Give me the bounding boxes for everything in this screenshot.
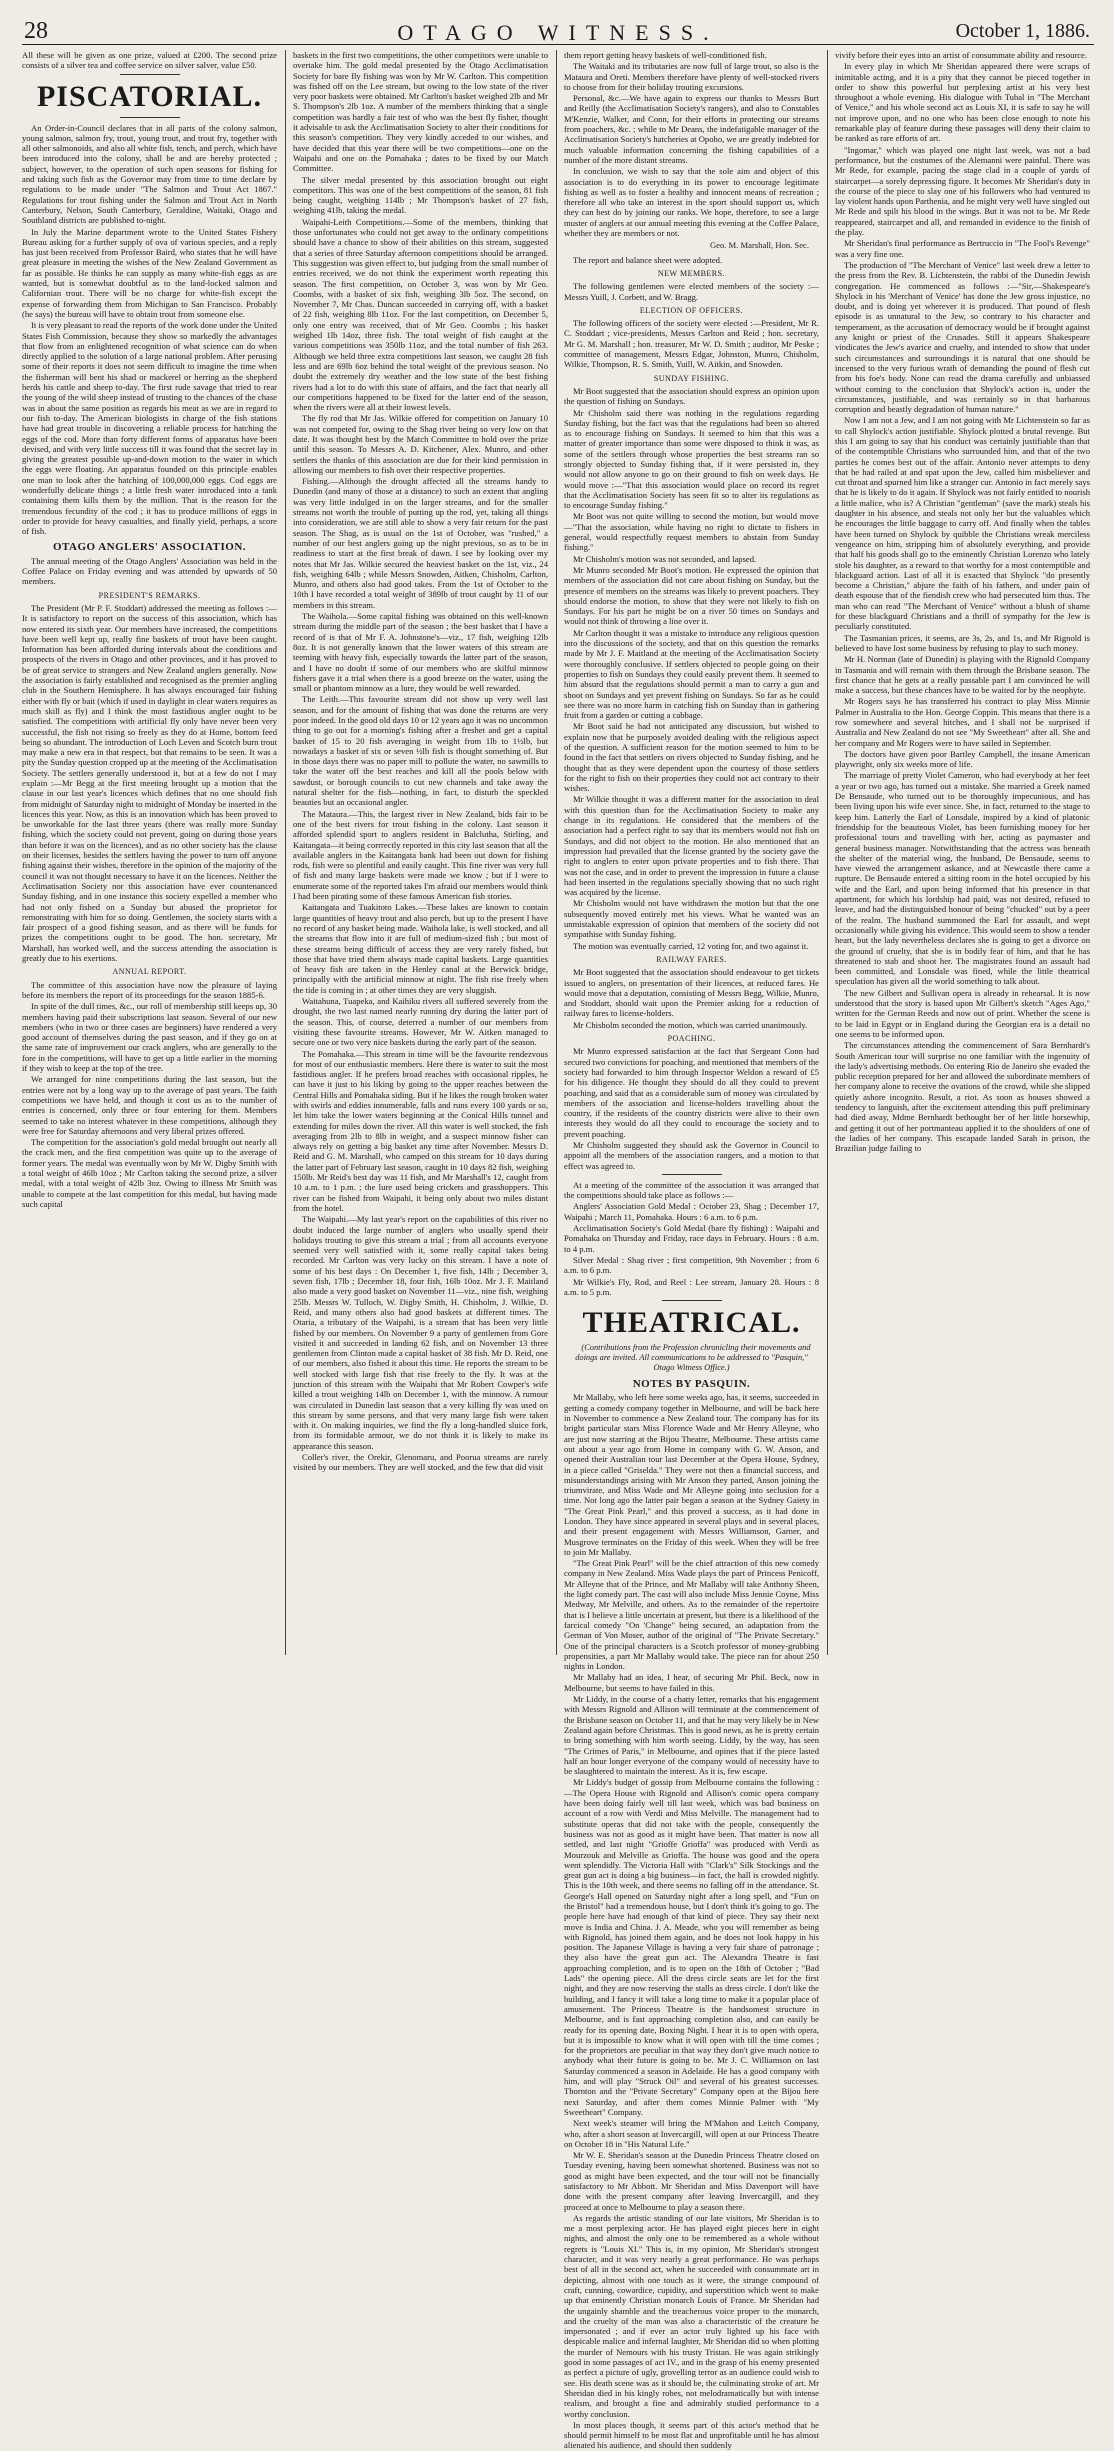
article-paragraph: The marriage of pretty Violet Cameron, who had everybody at her feet a year or two ago, has turned out a mistake. She married a Greek named De Bensaude, who turned out to be thoroughly impecunious, and has been living upon his wife ever since. She, in fact, returned to the stage to keep him. Latterly the Earl of Lonsdale, inspired by a kind of platonic friendship for the beauteous Violet, has been furnishing money for her professional tours and travelling with her, acting as paymaster and general business manager. Notwithstanding that the actress was beneath the shelter of the material wing, the husband, De Bensaude, seems to have viewed the arrangement askance, and at Newcastle there came a rupture. De Bensaude entered a sitting room in the hotel occupied by his wife and the Earl, and upon being informed that his presence in that apartment, for which his lordship had paid, was not desired, refused to leave, and had the distinguished honour of being "chucked" out by a peer of the realm. The husband summoned the Earl for assault, and wept occasionally while giving his evidence. This would seem to show a tender heart, but the lady nevertheless declares she is going to get a divorce on the ground of cruelty, that she is in bodily fear of him, and that he has threatened to stab and shoot her. The magistrates found an assault had been committed, and Lonsdale was fined, while the little theatrical speculation has given all the world something to talk about. <box>835 770 1090 987</box>
paper-title: OTAGO WITNESS. <box>397 20 719 45</box>
article-paragraph: Mr Chisholm suggested they should ask the Governor in Council to appoint all the members of the association rangers, and a motion to that effect was agreed to. <box>564 1139 819 1171</box>
article-paragraph: Mr Mallaby, who left here some weeks ago, has, it seems, succeeded in getting a comedy company together in Melbourne, and will be back here in November to commence a New Zealand tour. The company has for its bright particular stars Miss Florence Wade and Mr Henry Alleyne, who are just now starring at the Bijou Theatre, Melbourne. These artists came out about a year ago from Home in company with G. W. Anson, and opened their Australian tour last December at the Opera House, Sydney, in a piece called "Griselda." They were not then a financial success, and misunderstandings arising with Mr Anson they parted, Anson joining the triumvirate, and Miss Wade and Mr Alleyne going into seclusion for a time. Not long ago the latter pair began a season at the Sydney Gaiety in "The Great Pink Pearl," and this proved a success, as it had done in London. They have since appeared in several plays and in several places, and their present engagement with Messrs Williamson, Garner, and Musgrove terminates on the Friday of this week. When they will be free to join Mr Mallaby. <box>564 1392 819 1557</box>
column-2 <box>293 50 548 1655</box>
article-paragraph: The committee of this association have now the pleasure of laying before its members the report of its proceedings for the season 1885-6. <box>22 979 277 1000</box>
new-members-heading: NEW MEMBERS. <box>657 268 726 278</box>
article-paragraph: Mr Chisholm seconded the motion, which was carried unanimously. <box>573 1019 808 1030</box>
article-paragraph: The Tasmanian prices, it seems, are 3s, 2s, and 1s, and Mr Rignold is believed to have lost some business by refusing to play to such money. <box>835 632 1090 653</box>
article-paragraph: An Order-in-Council declares that in all parts of the colony salmon, young salmon, salmon fry, trout, young trout, and trout fry, together with all other salmonoids, and also all white fish, tench, and perch, which have been introduced into the colony, shall be and are hereby protected ; subject, however, to the operation of such open seasons for fishing for and taking such fish as the Governor may from time to time declare by regulations to be made under "The Salmon and Trout Act 1867." Regulations for trout fishing under the Salmon and Trout Act in North Canterbury, Nelson, South Canterbury, Geraldine, Waitaki, Otago and Southland districts are published to-night. <box>22 122 277 226</box>
column-divider <box>827 50 828 1655</box>
article-paragraph: Waipahi-Leith Competitions.—Some of the members, thinking that those unfortunates who could not get away to the ordinary competitions should have a chance to show of their abilities on this stream, suggested that a series of three Saturday afternoon competitions should be arranged. This suggestion was given effect to, but judging from the small number of entries received, we do not think the experiment worth repeating this season. The first competition, on October 3, was won by Mr Geo. Coombs, with a basket of six fish, weighing 3lb 5oz. The second, on November 7, Mr Chas. Duncan succeeded in carrying off, with a basket of 22 fish, weighing 8lb 11oz. For the last competition, on December 5, only one entry was received, that of Mr Geo. Coombs ; his basket weighed 1lb 14oz, three fish. The total weight of fish caught at the various competitions was 350lb 11oz, and the total number of fish 263. Although we held three extra competitions last season, we caught 28 fish less and are 69lb 6oz behind the total weight of the previous season. No doubt the extremely dry weather and the low state of the best fishing rivers had a lot to do with this state of affairs, and the fact that nearly all our competitions happened to be fixed for the latter end of the season, when the rivers were all at their lowest levels. <box>293 216 548 413</box>
article-paragraph: Mr Carlton thought it was a mistake to introduce any religious question into the discussions of the society, and that on this question the remarks made by Mr J. F. Maitland at the meeting of the Acclimatisation Society were thoroughly conclusive. If settlers objected to people going on their properties to fish on Sundays they could easily prevent them. It seemed to him absurd that the regulations should permit a man to carry a gun and shoot on Sundays and yet prevent fishing on Sundays. So far as he could see there was no more harm in catching fish on Sunday than in gathering fruit from a garden or cutting a cabbage. <box>564 627 819 721</box>
masthead <box>22 12 1094 45</box>
article-paragraph: Mr W. E. Sheridan's season at the Dunedin Princess Theatre closed on Tuesday evening, having been somewhat shortened. Business was not so good as might have been expected, and the tour will not be financially satisfactory to Mr Abbott. Mr Sheridan and Miss Davenport will have done with the present company after leaving Invercargill, and they proceed at once to Melbourne to play a season there. <box>564 2150 819 2212</box>
article-paragraph: baskets in the first two competitions, the other competitors were unable to overtake him. The gold medal presented by the Otago Acclimatisation Society for bare fly fishing was won by Mr W. Carlton. This competition was fished off on the Lee stream, but owing to the low state of the river very poor baskets were obtained. Mr Carlton's basket weighed 2lb and Mr S. Thompson's 2lb 1oz. A number of the members thinking that a single competition was hardly a fair test of who was the best fly fisher, thought it advisable to ask the Acclimatisation Society to alter their conditions for this season's competition. They very kindly acceded to our wishes, and have decided that this year there will be two competitions—one on the Waipahi and one on the Pomahaka ; dates to be fixed by our Match Committee. <box>293 50 548 174</box>
article-paragraph: The Waihola.—Some capital fishing was obtained on this well-known stream during the middle part of the season ; the best basket that I have a record of is that of Mr F. A. Johnstone's—viz., 17 fish, weighing 12lb 8oz. It is not generally known that the lower waters of this stream are teeming with heavy fish, especially towards the latter part of the season, and I have no doubt if some of our members who are skilful minnow fishers gave it a trial when there is a good breeze on the water, using the small or phantom minnow as a lure, they would be well rewarded. <box>293 611 548 694</box>
article-paragraph: Mr Sheridan's final performance as Bertruccio in "The Fool's Revenge" was a very fine one. <box>835 238 1090 259</box>
article-paragraph: Mr Munro expressed satisfaction at the fact that Sergeant Conn had secured two convictions for poaching, and mentioned that members of the society had forwarded to him through Inspector Weldon a reward of £5 for his diligence. He thought they should do all they could to prevent poaching, and said that as a considerable sum of money was circulated by members of the association and license-holders travelling about the country, if the residents of the country districts were alive to their own interests they would do all they could to encourage the society and to prevent poaching. <box>564 1046 819 1139</box>
divider <box>662 1300 722 1301</box>
newspaper-columns <box>22 50 1094 2451</box>
article-paragraph: In conclusion, we wish to say that the sole aim and object of this association is to do everything in its power to encourage legitimate fishing as well as to foster a healthy and innocent means of recreation ; therefore all who take an interest in the sport should support us, which they can best do by joining our ranks. We hope, therefore, to see a large muster of anglers at our annual meeting this evening at the Coffee Palace, whether they are members or not. <box>564 166 819 239</box>
divider <box>120 74 180 75</box>
issue-date: October 1, 1886. <box>955 20 1090 42</box>
article-paragraph: Mr Munro seconded Mr Boot's motion. He expressed the opinion that members of the association did not care about fishing on Sunday, but the presence of members on the streams was likely to prevent poachers. They should endorse the motion, to show that they were not likely to fish on Sundays. For his part he might be on a river 50 times on Sundays and would not think of throwing a line over it. <box>564 564 819 627</box>
article-paragraph: The fly rod that Mr Jas. Wilkie offered for competition on January 10 was not competed for, owing to the Shag river being so very low on that date. It was thought best by the Match Committee to hold over the prize until this season. To Messrs A. D. Kitchener, Alex. Munro, and other settlers the thanks of this association are due for their kind permission in allowing our members to fish over their respective properties. <box>293 413 548 475</box>
article-paragraph: Waitahuna, Tuapeka, and Kaihiku rivers all suffered severely from the drought, the two last named nearly running dry during the latter part of the season. This, of course, deterred a number of our members from visiting these favourite streams. However, Mr W. Aitken managed to secure one or two very nice baskets during the early part of the season. <box>293 996 548 1048</box>
column-4 <box>835 50 1090 1655</box>
article-paragraph: The new Gilbert and Sullivan opera is already in rehearsal. It is now understood that the story is based upon Mr Gilbert's sketch "Ages Ago," written for the German Reeds and now out of print. Whether the scene is to be laid in Egypt or in England during the Georgian era is a detail no one seems to be informed upon. <box>835 987 1090 1039</box>
article-paragraph: Mr Liddy, in the course of a chatty letter, remarks that his engagement with Messrs Rignold and Allison will terminate at the commencement of the Brisbane season on October 11, and that he may very likely be in New Zealand again before Christmas. This is good news, as he is pretty certain to bring something with him worth seeing. Liddy, by the way, has seen "The Crimes of Paris," in Melbourne, and opines that if the piece lasted half an hour longer everyone of the company would of necessity have to be slaughtered to maintain the interest. As it is, few escape. <box>564 1694 819 1777</box>
railway-fares-heading: RAILWAY FARES. <box>656 954 727 964</box>
column-divider <box>556 50 557 1655</box>
election-heading: ELECTION OF OFFICERS. <box>639 305 744 315</box>
article-paragraph: As regards the artistic standing of our late visitors, Mr Sheridan is to me a most perplexing actor. He has played eight pieces here in eight nights, and almost the only one to be remembered as a whole without regrets is "Louis XI." This is, in my opinion, Mr Sheridan's strongest character, and it was very nearly a great performance. He was perhaps best of all in the second act, when he succeeded with consummate art in depicting, almost with one touch as it were, the strange compound of craft, cunning, cowardice, cupidity, and superstition which went to make up that eminently Christian monarch Louis of France. Mr Sheridan had the ungainly shamble and the treacherous voice proper to the monarch, and the cruelty of the man was also a characteristic of the creature he impersonated ; and if ever an actor truly lighted up his face with despicable malice and infernal laughter, Mr Sheridan did so when plotting the murder of Nemours with his trusty Tristan. He was again strikingly good in some passages of act IV., and in the grasp of his enemy presented as perfect a picture of ugly, grovelling terror as an audience could wish to see. His death scene was as it should be, the culminating stroke of art. Mr Sheridan died in his kingly robes, not melodramatically but with intense realism, and brought a fine and admirably studied performance to a worthy conclusion. <box>564 2212 819 2419</box>
article-paragraph: The report and balance sheet were adopted. <box>573 254 723 265</box>
article-paragraph: The motion was eventually carried, 12 voting for, and two against it. <box>573 940 809 951</box>
article-paragraph: Mr Boot was not quite willing to second the motion, but would move—"That the association, while having no right to dictate to fishers in general, would respectfully request members to abstain from Sunday fishing." <box>564 511 819 553</box>
article-paragraph: Mr Liddy's budget of gossip from Melbourne contains the following :—The Opera House with Rignold and Allison's comic opera company have been doing fairly well till last week, which was bad business on account of a row with Verdi and Miss Melville. The management had to substitute operas that did not take with the people, consequently the business was not as good as it might have been. That matter is now all settled, and last night "Grioffe Grioffa" was produced with Verdi as Mourzouk and Melville as Grioffa. The house was good and the opera went splendidly. The Victoria Hall with "Clark's" Silk Stockings and the great gun act is doing a big business—in fact, the hall is crowded nightly. This is the 10th week, and there seems no falling off in the attendance. St. George's Hall opened on Saturday night after a long spell, and "Fun on the Bristol" had a tremendous house, but I don't think it's going to go. The people here have had enough of that kind of piece. They say their next move is India and China. J. A. Meade, who you will remember as being with Rignold, has joined them again, and he does not look happy in his position. The Japanese Village is having a very fair share of patronage ; they also have the great gun act. The Alexandra Theatre is fast approaching completion, and is to open on the 18th of October ; "Bad Lads" the opening piece. All the dress circle seats are let for the first night, and they are now reserving the stalls as dress circle. I don't like the building, and I fancy it will take a long time to make it a popular place of amusement. The Princess Theatre is the handsomest structure in Melbourne, and is fast approaching completion also, and can easily be ready for its opening date, Boxing Night. I hear it is to open with opera, but it is impossible to know what it will open with till the time comes ; for the proprietors are peculiar in that way they don't give much notice to anybody what their future is going to be. Mr J. C. Williamson on last Saturday commenced a season in Adelaide. He has a good company with him, and will play "Struck Oil" and several of his greatest successes. Thornton and the "Private Secretary" Company open at the Bijou here next Saturday, and after them comes Minnie Palmer with "My Sweetheart" Company. <box>564 1777 819 2117</box>
article-paragraph: Mr Boot said he had not anticipated any discussion, but wished to explain now that he purposely avoided dealing with the religious aspect of the question. A sufficient reason for the motion seemed to him to be found in the fact that settlers on rivers objected to Sunday fishing, and he thought that as they were dependent upon the courtesy of those settlers for the right to fish on their properties they could not act contrary to their wishes. <box>564 721 819 794</box>
pasquin-notes-heading: NOTES BY PASQUIN. <box>632 1378 751 1391</box>
article-paragraph: The silver medal presented by this association brought out eight competitors. This was one of the best competitions of the season, 81 fish being caught, weighing 114lb ; Mr Thompson's basket of 27 fish, weighing 41lb, taking the medal. <box>293 174 548 216</box>
article-paragraph: Coller's river, the Orekir, Glenomaru, and Poorua streams are rarely visited by our members. They are well stocked, and the few that did visit <box>293 1452 548 1473</box>
article-paragraph: The doctors have given poor Bartley Campbell, the insane American playwright, only six weeks more of life. <box>835 748 1090 770</box>
poaching-heading: POACHING. <box>667 1034 716 1044</box>
article-paragraph: Mr Boot suggested that the association should endeavour to get tickets issued to anglers, on presentation of their licences, at reduced fares. He would move that a deputation, consisting of Messrs Begg, Wilkie, Munro, and Stoddart, should wait upon the Premier asking for a reduction of railway fares to license-holders. <box>564 967 819 1019</box>
article-paragraph: The following officers of the society were elected :—President, Mr R. C. Stoddart ; vice-presidents, Messrs Carlton and Reid ; hon. secretary, Mr G. M. Marshall ; hon. treasurer, Mr W. D. Smith ; auditor, Mr Peske ; committee of management, Messrs Edgar, Johnston, Munro, Chisholm, Wilkie, Thompson, R. S. Smith, Yuill, W. Aitkin, and Snowden. <box>564 318 819 370</box>
column-3 <box>564 50 819 2451</box>
article-paragraph: We arranged for nine competitions during the last season, but the entries were not by a long way up to the average of past years. The faith competitions we have held, and though it cost us as to the number of entries is concerned, only three or four entering for them. Members seemed to take no interest whatever in these competitions, although they were free for Saturday afternoons and very liberal prizes offered. <box>22 1074 277 1136</box>
theatrical-heading: THEATRICAL. <box>582 1306 801 1340</box>
article-paragraph: "The Great Pink Pearl" will be the chief attraction of this new comedy company in New Zealand. Miss Wade plays the part of Princess Penicoff, Mr Alleyne that of the Prince, and Mr Mallaby will take Anthony Sheen, the light comedy part. The cast will also include Miss Jennie Coyne, Miss Medway, Mr Melville, and others. As to the remainder of the repertoire that is I believe a little uncertain at present, but there is a likelihood of the farcical comedy "On 'Change" being secured, an adaptation from the German of Von Moser, author of the original of "The Private Secretary." One of the principal characters is a Scotch professor of money-grubbing propensities, a part Mr Mallaby would take. The piece ran for about 250 nights in London. <box>564 1558 819 1672</box>
article-paragraph: The production of "The Merchant of Venice" last week drew a letter to the press from the Rev. B. Lichtenstein, the rabbi of the Dunedin Jewish congregation. He commenced as follows :—"Sir,—Shakespeare's Shylock in his 'Merchant of Venice' has done the Jew gross injustice, no doubt, and is doing yet wherever it is produced. That pound of flesh episode is as unnatural to the Jew, so contrary to his character and temperament, as the accusation of democracy would be if brought against any knight or priest of the Crusades. Still it appears Shakespeare vindicates the Jew's avarice and cruelty, and intended to show that under such circumstances and surroundings it is natural that one should be incensed to the very furious wrath of demanding the pound of flesh cut from his foe's body. None can read the drama carefully and unbiassed without coming to the conclusion that Shylock's action is, under the circumstances, justifiable, and was certainly so in that barbarous corruption and beastly degradation of human nature." <box>835 259 1090 415</box>
article-paragraph: The Waitaki and its tributaries are now full of large trout, so also is the Mataura and Oreti. Members therefore have plenty of well-stocked rivers to choose from for their holiday trouting excursions. <box>564 61 819 92</box>
article-paragraph: Mr Chisholm would not have withdrawn the motion but that the one subsequently moved entirely met his views. What he wanted was an unmistakable expression of opinion that members of the society did not sympathise with Sunday fishing. <box>564 898 819 940</box>
article-paragraph: Mr Chisholm said there was nothing in the regulations regarding Sunday fishing, but the fact was that the regulations had been so altered as to encourage fishing on Sundays. It seemed to him that this was a matter of greater importance than some were disposed to think it was, as some of the settlers through whose properties the best streams ran so strongly objected to Sunday fishing that, if it were persisted in, they would not allow anyone to go on their ground to fish on week days. He would move :—"That this association would place on record its regret that the Acclimatisation Society has seen fit so to alter its regulations as to encourage Sunday fishing." <box>564 407 819 511</box>
article-paragraph: The competition for the association's gold medal brought out nearly all the crack men, and the first competition was quite up to the average of former years. The medal was eventually won by Mr W. Digby Smith with a total weight of 46lb 10oz ; Mr Carlton taking the second prize, a silver medal, with a total weight of 42lb 3oz. Owing to illness Mr Smith was unable to compete at the last competition for this medal, but having made such capital <box>22 1137 277 1209</box>
article-paragraph: Fishing.—Although the drought affected all the streams handy to Dunedin (and many of those at a distance) to such an extent that angling was very little indulged in on the larger streams, and for the smaller streams not worth the trouble of putting up the rod, yet, taking all things into consideration, we are still able to show a very fair return for the past season. The Shag, as is usual on the 1st of October, was "rushed," a number of our best anglers going up the night previous, so as to be in readiness to start at the first break of dawn. I see by looking over my notes that Mr Jas. Wilkie secured the heaviest basket on the 1st, viz., 24 fish, weighing 64lb ; while Messrs Snowden, Aitken, Chisholm, Carlton, Munro, and others also had good takes. From the 1st of October to the 10th I have recorded a total weight of 389lb of trout caught by 11 of our members in this stream. <box>293 476 548 610</box>
article-paragraph: The Leith.—This favourite stream did not show up very well last season, and for the amount of fishing that was done the returns are very poor indeed. In the good old days 10 or 12 years ago it was no uncommon thing to go out for a morning's fishing after a freshet and get a capital basket of 15 to 20 fish averaging in weight from 1lb to 1½lb, but nowadays a basket of six or seven ½lb fish is thought something of. But in those days there was no paper mill to pollute the water, no sawmills to take the water off the best reaches and kill all the pools below with sawdust, or borough councils to cut new channels and take away the natural shelter for the fish—nothing, in fact, to disturb the speckled beauties but an occasional angler. <box>293 694 548 808</box>
article-paragraph: Mr Rogers says he has transferred his contract to play Miss Minnie Palmer in Australia to the Hon. George Coppin. This means that there is a row somewhere and several hitches, and I shall not be surprised if Australia and New Zealand do not see "My Sweetheart" after all. She and her company and Mr Rogers were to have sailed in September. <box>835 696 1090 748</box>
article-paragraph: In July the Marine department wrote to the United States Fishery Bureau asking for a further supply of ova of various species, and a reply has just been received from Professor Baird, who states that he will have great pleasure in meeting the wishes of the New Zealand Government as far as possible. He thinks he can supply as many white-fish eggs as are wanted, but is somewhat doubtful as to the land-locked salmon and Californian trout. There will be no charge for white-fish except the expense of forwarding them from Michigan to San Francisco. Probably (he says) the bureau will have to obtain trout from someone else. <box>22 226 277 319</box>
article-paragraph: In every play in which Mr Sheridan appeared there were scraps of inimitable acting, and it is a pity that they cannot be pieced together in order to show this powerful but perplexing artist at his very best throughout a whole evening. His dialogue with Tubal in "The Merchant of Venice," and his whole second act as Louis XI, it is safe to say he will not improve upon, and no one who has been close enough to note his remarkable play of feature during these passages will deny their claim to be ranked as rare efforts of art. <box>835 61 1090 144</box>
article-paragraph: Now I am not a Jew, and I am not going with Mr Lichtenstein so far as to call Shylock's action justifiable. Shylock plotted a brutal revenge. But this I am going to say that his conduct was certainly justifiable than that of the contemptible Christians who surrounded him, and that of the two parties he comes best out of the affair. Antonio never attempts to deny that he had railed at and spat upon the Jew, called him misbeliever and cut throat and spurned him like a stranger cur. Antonio in fact merely says that he is likely to do it again. If Shylock was not fairly entitled to nourish a little malice, who is? A Christian "gentleman" (save the mark) steals his daughter in his absence, and steals not only her but the valuables which he encourages the little baggage to carry off. And finally when the tables have been turned on Shylock by quibble the Christians wreak merciless vengeance on him, stripping him of absolutely everything, and provide that half his goods shall go to the eminently Christian Lorenzo who lately stole his daughter, as a reward to that worthy for a most contemptible and blackguard action. Last of all it is exacted that Shylock "do presently become a Christian," abjure the faith of his fathers, and under pain of death espouse that of the fiendish crew who had persecuted him thus. The man who can read "The Merchant of Venice" without a blush of shame for these blackguard Christians and a thrill of sympathy for the Jew is peculiarly constituted. <box>835 415 1090 632</box>
article-paragraph: vivify before their eyes into an artist of consummate ability and resource. <box>835 50 1088 60</box>
article-paragraph: Mr Wilkie thought it was a different matter for the association to deal with this question than for the Acclimatisation Society to make any change in its regulations. He considered that the members of the association had a perfect right to say that its members would not fish on Sundays, and did not object to the motion. He also mentioned that an impression had prevailed that the license granted by the society gave the right to anglers to enter upon private properties and to fish there. That was not the case, and in order to prevent the impression in future a clause had been inserted in the regulations specially showing that no such right was acquired by the license. <box>564 794 819 898</box>
page-number: 28 <box>24 18 48 44</box>
article-paragraph: "Ingomar," which was played one night last week, was not a bad performance, but the costumes of the Alemanni were painful. There was Mr Rede, for example, pacing the stage clad in a couple of yards of staircarpet—a sorely depressing figure. It becomes Mr Sheridan's duty in the course of the piece to slay one of his followers who had ventured to lay violent hands upon Parthenia, and he might very well have singled out Mr Rede and spilt his blood in the wings. But it was not to be. Mr Rede reappeared, staircarpet and all, and remanded in evidence to the finish of the play. <box>835 144 1090 238</box>
anglers-association-heading: OTAGO ANGLERS' ASSOCIATION. <box>52 541 247 554</box>
article-paragraph: Mr Chisholm's motion was not seconded, and lapsed. <box>573 553 757 564</box>
article-paragraph: At a meeting of the committee of the association it was arranged that the competitions should take place as follows :— <box>564 1179 819 1201</box>
article-paragraph: Next week's steamer will bring the M'Mahon and Leitch Company, who, after a short season at Invercargill, will open at our Princess Theatre on October 18 in "His Natural Life." <box>564 2118 819 2149</box>
article-paragraph: In spite of the dull times, &c., our roll of membership still keeps up, 30 members having paid their subscriptions last season. Several of our new members (who in two or three cases are beginners) have rendered a very good account of themselves during the past season, and if they go on at the same rate of improvement our crack anglers, who are generally to the fore in the competitions, will have to get up a little earlier in the morning if they wish to keep at the top of the tree. <box>22 1001 277 1074</box>
article-paragraph: Mr Mallaby had an idea, I hear, of securing Mr Phil. Beck, now in Melbourne, but seems to have failed in this. <box>564 1672 819 1693</box>
annual-report-heading: ANNUAL REPORT. <box>112 967 187 977</box>
article-paragraph: them report getting heavy baskets of well-conditioned fish. <box>564 50 767 60</box>
divider <box>120 117 180 118</box>
divider <box>662 1174 722 1175</box>
prize-intro: All these will be given as one prize, valued at £200. The second prize consists of a silver tea and coffee service on silver salver, value £50. <box>22 50 277 71</box>
article-paragraph: The President (Mr P. F. Stoddart) addressed the meeting as follows :—It is satisfactory to report on the success of this association, which has now entered its sixth year. Our members have increased, the competitions have been well kept up, really fine baskets of trout have been caught. Information has been afforded during intervals about the conditions and prospects of the rivers in Otago and other provinces, and it has proved to be of great service to strangers and New Zealand anglers generally. Now the association is fairly established and recognised as the premier angling club in the Southern Hemisphere. It has always encouraged fair fishing either with fly or bait (which if used in daylight in clear waters requires as much skill as fly) and I think the most fastidious angler ought to be satisfied. The competitions with artificial fly only have never been very successful, the fish not rising so freely as they do at Home, bottom feed being so abundant. The introduction of Loch Leven and Scotch burn trout may make a new era in that respect, but that remains to be seen. It was a pity the Sunday question cropped up at the meeting of the Acclimatisation Society. The settlers generally understood it, but at a few do not I may explain :—Mr Begg at the first meeting brought up a motion that the clause in our last year's licences which defines that no one should fish from midnight of Saturday night to midnight of Monday be inserted in the licences this year. Now, as this is an innovation which has been proved to be unworkable for the last three years (there was really more Sunday fishing, which the society could not prevent, going on during those years than before it was on the licences), and as no other society has the clause on their licenses, besides the settlers having the power to turn off anyone fishing against their wishes, therefore in the opinion of the majority of the council it was not thought necessary to have it on the licences. Neither the Acclimatisation Society nor this association have ever countenanced Sunday fishing, and in one instance this society expelled a member who had not only fished on a Sunday but abused the proprietor for remonstrating with him for so doing. Gentlemen, the society starts with a fair prospect of a good fishing season, and as there will be funds for prizes the competitions ought to be good. The hon. secretary, Mr Marshall, has worked well, and the success attending the association is greatly due to his exertions. <box>22 602 277 964</box>
article-paragraph: Mr H. Norman (late of Dunedin) is playing with the Rignold Company in Tasmania and will remain with them through the Brisbane season. The first chance that he gets at a really passable part I am convinced he will make a success, but these chances have to be waited for by the neophyte. <box>835 654 1090 696</box>
piscatorial-heading: PISCATORIAL. <box>36 79 263 113</box>
article-paragraph: The annual meeting of the Otago Anglers' Association was held in the Coffee Palace on Friday evening and was attended by upwards of 50 members. <box>22 555 277 587</box>
article-paragraph: The Waipahi.—My last year's report on the capabilities of this river no doubt induced the large number of anglers who usually spend their holidays trouting to give this stream a trial ; from all accounts everyone seemed very well satisfied with it, some really capital takes being recorded. Mr Carlton was very lucky on this stream. I have a note of some of his best days : On December 1, five fish, 14lb ; December 3, seven fish, 17lb ; December 18, four fish, 16lb 10oz. Mr J. F. Maitland also made a very good basket on November 11—viz., nine fish, weighing 25lb. Messrs W. Tulloch, W. Digby Smith, H. Chisholm, J. Wilkie, D. Reid, and many others also had good baskets at different times. The Otaria, a tributary of the Waipahi, is a stream that has been very little fished by our members. On November 9 a party of gentlemen from Gore visited it and succeeded in landing 62 fish, and on November 13 three gentlemen from Clinton made a capital basket of 38 fish. Mr D. Reid, one of our members, also fished it about this time. He reports the stream to be well stocked with large fish that rise freely to the fly. It was at the junction of this stream with the Waipahi that Mr Robert Cowper's wife killed a trout weighing 14lb on December 1, with the minnow. A rumour was circulated in Dunedin last season that a very killing fly was used on this stream by some persons, and that very many large fish were taken with it. On making inquiries, we find the fly a long-handled sluice fork, from its formidable armour, we do not think it is likely to make its appearance this season. <box>293 1214 548 1451</box>
article-paragraph: The circumstances attending the commencement of Sara Bernhardt's South American tour will surprise no one familiar with the ingenuity of the lady's advertising methods. On entering Rio de Janeiro she evaded the public reception prepared for her and allowed the subordinate members of her company alone to receive the ovations of the crowd, while she slipped quietly ashore incognito. Result, a riot. As soon as houses showed a tendency to languish, after the excitement attending this puff preliminary had died away, Mdme Bernhardt bethought her of her little horsewhip, and getting it out of her portmanteau applied it to the shoulders of one of the ladies of her company. This escapade landed Sarah in prison, the Brazilian judge failing to <box>835 1040 1090 1154</box>
column-divider <box>285 50 286 1655</box>
article-paragraph: Mr Boot suggested that the association should express an opinion upon the question of fishing on Sundays. <box>564 385 819 407</box>
article-paragraph: Personal, &c.—We have again to express our thanks to Messrs Burt and Reilly (the Acclimatisation Society's rangers), and also to Constables M'Kenzie, Walker, and Conn, for their efforts in protecting our streams from poachers, &c. ; while to Mr Deans, the indefatigable manager of the Acclimatisation Society's hatcheries at Opoho, we are greatly indebted for much valuable information concerning the fishing capabilities of a number of the more distant streams. <box>564 93 819 165</box>
article-paragraph: The Mataura.—This, the largest river in New Zealand, bids fair to be one of the best rivers for trout fishing in the colony. Last season it afforded splendid sport to anglers resident in Balclutha, Stirling, and Kaitangata—it being corrrectly reported in this city last season that all the available anglers in the Kaitangata bank had been out down for fishing rods, fish were so plentiful and easily caught. This fine river was very full of fish and many large baskets were made we know ; but if I were to enumerate some of the reported takes I'm afraid our members would think I had been pirating some of these famous American fish stories. <box>293 808 548 902</box>
fixture-item: Silver Medal : Shag river ; first competition, 9th November ; from 6 a.m. to 6 p.m. <box>564 1254 819 1276</box>
fixture-item: Acclimatisation Society's Gold Medal (bare fly fishing) : Waipahi and Pomahaka on Thursday and Friday, race days in February. Hours : 8 a.m. to 4 p.m. <box>564 1223 819 1254</box>
fixture-item: Mr Wilkie's Fly, Rod, and Reel : Lee stream, January 28. Hours : 8 a.m. to 5 p.m. <box>564 1276 819 1297</box>
contributions-note: (Contributions from the Profession chronicling their movements and doings are invited. All communications to be addressed to "Pasquin," Otago Witness Office.) <box>575 1343 811 1373</box>
column-1 <box>22 50 277 1655</box>
sunday-fishing-heading: SUNDAY FISHING. <box>653 373 730 383</box>
article-paragraph: Kaitangata and Tuakitoto Lakes.—These lakes are known to contain large quantities of heavy trout and also perch, but up to the present I have no record of any basket being made. Waihola lake, is well stocked, and all the streams that flow into it are full of medium-sized fish ; but most of these streams being difficult of access they are very rarely fished, but those that have tried them always made capital baskets. Large quantities of heavy fish are taken in the Henley canal at the Berwick bridge, principally with the artificial minnow at night. The fish rise freely when the tide is coming in ; at other times they are very sluggish. <box>293 902 548 995</box>
article-paragraph: In most places though, it seems part of this actor's method that he should permit himself to be most flat and unprofitable until he has almost alienated his audience, and should then suddenly <box>564 2419 819 2451</box>
article-paragraph: The Pomahaka.—This stream in time will be the favourite rendezvous for most of our enthusiastic members. Here there is water to suit the most fastidious angler. If he prefers broad reaches with occasional ripples, he can have it just to his liking by going to the upper reaches between the Central Hills and Pomahaka siding. But if he likes the rough broken water with swirls and eddies innumerable, falls and runs every 100 yards or so, let him take the lower waters beginning at the Conical Hills tunnel and extending for miles down the river. All this water is well stocked, the fish averaging from 2lb to 8lb in weight, and a suspect minnow fisher can always rely on getting a big basket any time after November. Messrs D. Reid and G. M. Marshall, who camped on this stream for 10 days during the latter part of February last season, caught in 10 days 82 fish, weighing 150lb. Mr Reid's best day was 11 fish, and Mr Marshall's 12, caught from 10 a.m. to 1 p.m. ; the lure used being crickets and grasshoppers. This river can be fished from Waipahi, it being only about two miles distant from the hotel. <box>293 1048 548 1213</box>
fixture-item: Anglers' Association Gold Medal : October 23, Shag ; December 17, Waipahi ; March 11, Pomahaka. Hours : 6 a.m. to 6 p.m. <box>564 1201 819 1222</box>
presidents-remarks-heading: PRESIDENT'S REMARKS. <box>98 590 201 600</box>
report-signature: Geo. M. Marshall, Hon. Sec. <box>709 240 809 251</box>
article-paragraph: It is very pleasant to read the reports of the work done under the United States Fish Commission, because they show so markedly the advantages that flow from an enlightened recognition of what science can do when directly applied to the solution of a large national problem. After perusing some of their reports it does not seem difficult to imagine the time when the fisherman will bent his shad or mackerel or herring as the shepherd herds his cattle and sheep to-day. The first rude savage that tried to rear the young of the wild sheep instead of trusting to the chances of the chase was in about the same position as regards his meat as we are in regard to our fish to-day. The American biologists in charge of the fish stations have had great trouble in discovering a reliable process for hatching the eggs of the cod. More than forty different forms of apparatus have been devised, and with very little success till it was found that the secret lay in giving the greatest possible up-and-down motion to the water in which the eggs were floating. An apparatus founded on this principle enables one man to look after the hatching of 100,000,000 eggs. Cod eggs are wonderfully delicate things ; a little fresh water introduced into a tank containing them kills them by the million. That is the reason for the tremendous fecundity of the cod ; it has to produce millions of eggs in order to provide for heavy casualties, and finally yield, perhaps, a score of fish. <box>22 320 277 537</box>
article-paragraph: The following gentlemen were elected members of the society :—Messrs Yuill, J. Corbett, and W. Bragg. <box>564 281 819 302</box>
